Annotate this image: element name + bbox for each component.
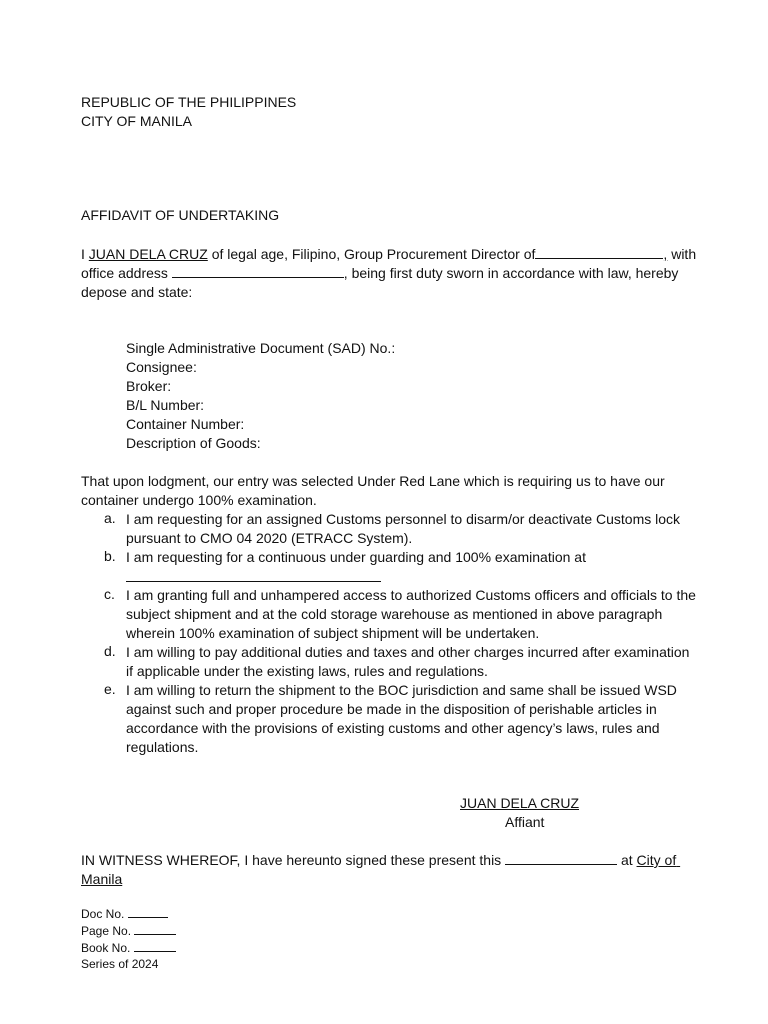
field-consignee: Consignee: <box>126 359 197 375</box>
intro-line-2 <box>81 264 678 283</box>
list-text: I am willing to pay additional duties and taxes and other charges incurred after examination if applicable under the existing laws, rules and regulations. <box>126 644 690 679</box>
intro-line-1 <box>81 245 696 264</box>
list-label: a. <box>104 510 116 526</box>
witness-place-line2: Manila <box>81 871 123 887</box>
affiant-signature-name: JUAN DELA CRUZ <box>460 795 580 811</box>
list-text: I am requesting for an assigned Customs personnel to disarm/or deactivate Customs lock pursuant to CMO 04 2020 (ETRACC System). <box>126 511 681 546</box>
list-text: I am willing to return the shipment to the BOC jurisdiction and same shall be issued WSD against such and proper procedure be made in the disposition of perishable articles in accordance with the provisions of existing customs and other agency’s laws, rules and regulations. <box>126 682 677 755</box>
field-description-goods: Description of Goods: <box>126 435 261 451</box>
intro-line-3: depose and state: <box>81 284 193 300</box>
page-no-label: Page No. <box>81 924 135 938</box>
document-title: AFFIDAVIT OF UNDERTAKING <box>81 207 280 223</box>
signature-role: Affiant <box>505 814 545 830</box>
footer-page-no <box>81 923 176 938</box>
witness-line-1 <box>81 851 680 870</box>
intro-office-address: office address <box>81 265 172 281</box>
list-text: I am granting full and unhampered access to authorized Customs officers and officials to the subject shipment and at the cold storage warehouse as mentioned in above paragraph wherein 100% examination of subject shipment will be undertaken. <box>126 587 696 641</box>
footer-doc-no <box>81 906 168 921</box>
field-sad-number: Single Administrative Document (SAD) No.: <box>126 340 396 356</box>
list-text: I am requesting for a continuous under guarding and 100% examination at <box>126 549 586 565</box>
field-container-number: Container Number: <box>126 416 245 432</box>
book-no-blank[interactable] <box>134 940 176 952</box>
header-republic: REPUBLIC OF THE PHILIPPINES <box>81 94 297 110</box>
footer-series: Series of 2024 <box>81 957 159 971</box>
witness-place-line1: City of <box>636 852 677 868</box>
statement-line-2: container undergo 100% examination. <box>81 492 317 508</box>
intro-part1: of legal age, Filipino, Group Procurement Director of <box>207 246 536 262</box>
office-address-blank[interactable] <box>172 264 344 278</box>
list-label: c. <box>104 586 115 602</box>
list-label: b. <box>104 548 116 564</box>
examination-location-blank[interactable] <box>126 568 381 582</box>
affiant-name-inline: JUAN DELA CRUZ <box>88 246 208 262</box>
field-broker: Broker: <box>126 378 172 394</box>
witness-at: at <box>617 852 637 868</box>
page-no-blank[interactable] <box>134 923 176 935</box>
intro-comma: , <box>663 246 668 262</box>
field-bl-number: B/L Number: <box>126 397 205 413</box>
header-city: CITY OF MANILA <box>81 113 192 129</box>
company-blank[interactable] <box>535 245 663 259</box>
witness-text: IN WITNESS WHEREOF, I have hereunto signed these present this <box>81 852 506 868</box>
intro-with: with <box>667 246 697 262</box>
statement-line-1: That upon lodgment, our entry was selected Under Red Lane which is requiring us to have our <box>81 473 665 489</box>
doc-no-blank[interactable] <box>128 906 168 918</box>
book-no-label: Book No. <box>81 941 134 955</box>
list-label: d. <box>104 643 116 659</box>
footer-book-no <box>81 940 176 955</box>
witness-line-2 <box>81 870 122 889</box>
date-blank[interactable] <box>505 851 617 865</box>
underline-tail <box>676 851 680 870</box>
doc-no-label: Doc No. <box>81 907 128 921</box>
list-label: e. <box>104 681 116 697</box>
intro-i: I <box>81 246 89 262</box>
signature-name <box>444 794 579 813</box>
intro-sworn: , being first duty sworn in accordance with law, hereby <box>343 265 679 281</box>
